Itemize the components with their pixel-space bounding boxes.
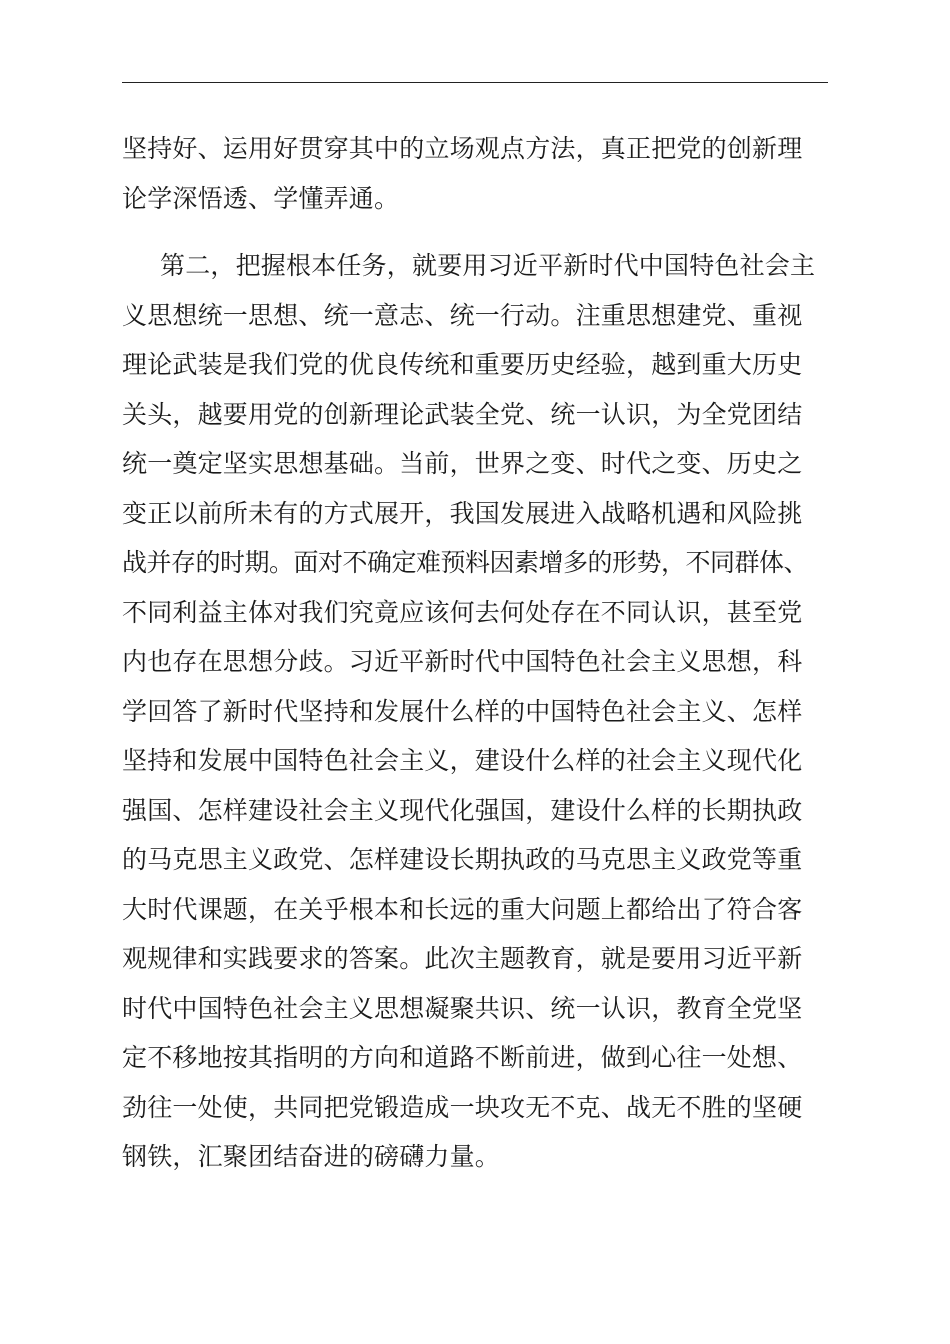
text-line: 大时代课题，在关乎根本和长远的重大问题上都给出了符合客 <box>122 894 803 924</box>
text-line: 钢铁，汇聚团结奋进的磅礴力量。 <box>122 1142 501 1171</box>
text-line: 定不移地按其指明的方向和道路不断前进，做到心往一处想、 <box>122 1043 803 1072</box>
paragraph-1 <box>122 124 828 223</box>
text-line: 理论武装是我们党的优良传统和重要历史经验，越到重大历史 <box>122 350 803 379</box>
text-line: 战并存的时期。面对不确定难预料因素增多的形势，不同群体、 <box>122 548 809 577</box>
text-line: 坚持好、运用好贯穿其中的立场观点方法，真正把党的创新理 <box>122 134 803 163</box>
text-line: 强国、怎样建设社会主义现代化强国，建设什么样的长期执政 <box>122 795 803 825</box>
text-line: 义思想统一思想、统一意志、统一行动。注重思想建党、重视 <box>122 300 803 330</box>
text-line: 的马克思主义政党、怎样建设长期执政的马克思主义政党等重 <box>122 845 803 874</box>
text-line: 关头，越要用党的创新理论武装全党、统一认识，为全党团结 <box>122 399 803 429</box>
text-line: 第二，把握根本任务，就要用习近平新时代中国特色社会主 <box>160 251 816 280</box>
text-line: 学回答了新时代坚持和发展什么样的中国特色社会主义、怎样 <box>122 696 803 726</box>
header-rule <box>122 82 828 83</box>
text-line: 坚持和发展中国特色社会主义，建设什么样的社会主义现代化 <box>122 746 803 775</box>
text-line: 论学深悟透、学懂弄通。 <box>122 183 400 213</box>
text-line: 不同利益主体对我们究竟应该何去何处存在不同认识，甚至党 <box>122 597 803 627</box>
paragraph-2 <box>122 241 828 1182</box>
text-line: 内也存在思想分歧。习近平新时代中国特色社会主义思想，科 <box>122 647 803 676</box>
text-line: 时代中国特色社会主义思想凝聚共识、统一认识，教育全党坚 <box>122 993 803 1023</box>
text-line: 变正以前所未有的方式展开，我国发展进入战略机遇和风险挑 <box>122 498 803 528</box>
text-line: 统一奠定坚实思想基础。当前，世界之变、时代之变、历史之 <box>122 449 803 478</box>
document-body <box>122 124 828 1182</box>
text-line: 观规律和实践要求的答案。此次主题教育，就是要用习近平新 <box>122 944 803 973</box>
text-line: 劲往一处使，共同把党锻造成一块攻无不克、战无不胜的坚硬 <box>122 1092 803 1122</box>
